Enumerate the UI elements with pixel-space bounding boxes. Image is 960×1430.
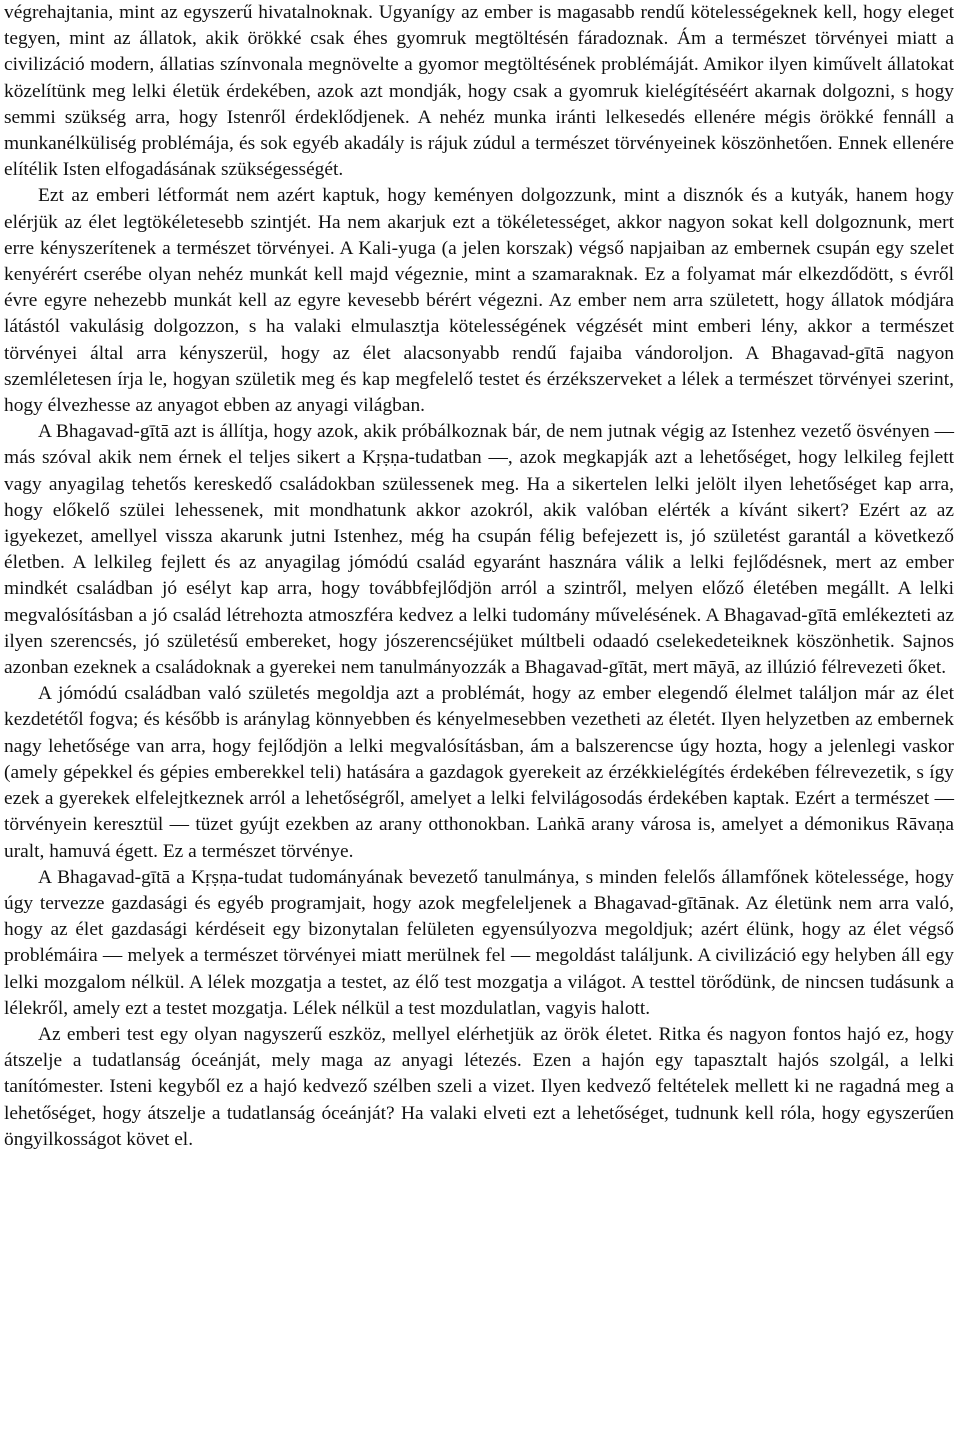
paragraph-4: A jómódú családban való születés megoldja azt a problémát, hogy az ember elegendő élelmet találjon már az élet kezdetétől fogva; és később is aránylag könnyebben és kényelmesebben vezetheti az életét. Ilyen helyzetben az embernek nagy lehetősége van arra, hogy fejlődjön a lelki megvalósításban, ám a balszerencse úgy hozta, hogy a jelenlegi vaskor (amely gépekkel és gépies emberekkel teli) hatására a gazdagok gyerekeit az érzékkielégítés érdekében félrevezetik, s így ezek a gyerekek elfelejtkeznek arról a lehetőségről, amelyet a lelki felvilágosodás érdekében kaptak. Ezért a természet — törvényein keresztül — tüzet gyújt ezekben az arany otthonokban. Laṅkā arany városa is, amelyet a démonikus Rāvaṇa uralt, hamuvá égett. Ez a természet törvénye. (4, 683, 954, 862)
paragraph-2: Ezt az emberi létformát nem azért kaptuk, hogy keményen dolgozzunk, mint a disznók és a kutyák, hanem hogy elérjük az élet legtökéletesebb szintjét. Ha nem akarjuk ezt a tökéletességet, akkor nagyon sokat kell dolgoznunk, mert erre kényszerítenek a természet törvényei. A Kali-yuga (a jelen korszak) végső napjaiban az embernek csupán egy szelet kenyérért cserébe olyan nehéz munkát kell majd végeznie, mint a szamaraknak. Ez a folyamat már elkezdődött, s évről évre egyre nehezebb munkát kell az egyre kevesebb bérért végezni. Az ember nem arra született, hogy állatok módjára látástól vakulásig dolgozzon, s ha valaki elmulasztja kötelességének végzését mint emberi lény, akkor a természet törvényei által arra kényszerül, hogy az élet alacsonyabb rendű fajaiba vándoroljon. A Bhagavad-gītā nagyon szemléletesen írja le, hogyan születik meg és kap megfelelő testet és érzékszerveket a lélek a természet törvényei szerint, hogy élvezhesse az anyagot ebben az anyagi világban. (4, 185, 954, 417)
paragraph-1: végrehajtania, mint az egyszerű hivatalnoknak. Ugyanígy az ember is magasabb rendű kötelességeknek kell, hogy eleget tegyen, mint az állatok, akik örökké csak éhes gyomruk megtöltésén fáradoznak. Ám a természet törvényei miatt a civilizáció modern, állatias színvonala megnövelte a gyomor megtöltésének problémáját. Amikor ilyen kiművelt állatokat közelítünk meg lelki életük érdekében, azok azt mondják, hogy csak a gyomruk kielégítéséért akarnak dolgozni, s hogy semmi szükség arra, hogy Istenről érdeklődjenek. A nehéz munka iránti lelkesedés ellenére mégis örökké fennáll a munkanélküliség problémája, és sok egyéb akadály is rájuk zúdul a természet törvényeinek köszönhetően. Ennek ellenére elítélik Isten elfogadásának szükségességét. (4, 2, 954, 181)
paragraph-6: Az emberi test egy olyan nagyszerű eszköz, mellyel elérhetjük az örök életet. Ritka és nagyon fontos hajó ez, hogy átszelje a tudatlanság óceánját, mely maga az anyagi létezés. Ezen a hajón egy tapasztalt hajós szolgál, a lelki tanítómester. Isteni kegyből ez a hajó kedvező szélben szeli a vizet. Ilyen kedvező feltételek mellett ki ne ragadná meg a lehetőséget, hogy átszelje a tudatlanság óceánját? Ha valaki elveti ezt a lehetőséget, tudnunk kell róla, hogy egyszerűen öngyilkosságot követ el. (4, 1023, 954, 1150)
paragraph-5: A Bhagavad-gītā a Kṛṣṇa-tudat tudományának bevezető tanulmánya, s minden felelős államfőnek kötelessége, hogy úgy tervezze gazdasági és egyéb programjait, hogy azok megfeleljenek a Bhagavad-gītānak. Az életünk nem arra való, hogy az élet gazdasági kérdéseit egy bizonytalan felületen egyensúlyozva megoldjuk; azért élünk, hogy az élet végső problémáira — melyek a természet törvényei miatt merülnek fel — megoldást találjunk. A civilizáció egy helyben áll egy lelki mozgalom nélkül. A lélek mozgatja a testet, az élő test mozgatja a világot. A testtel törődünk, de nincsen tudásunk a lélekről, amely ezt a testet mozgatja. Lélek nélkül a test mozdulatlan, vagyis halott. (4, 866, 954, 1019)
paragraph-3: A Bhagavad-gītā azt is állítja, hogy azok, akik próbálkoznak bár, de nem jutnak végig az Istenhez vezető ösvényen — más szóval akik nem érnek el teljes sikert a Kṛṣṇa-tudatban —, azok megkapják azt a lehetőséget, hogy lelkileg fejlett vagy anyagilag tehetős kereskedő családokban szülessenek meg. Ha a sikertelen lelki jelölt ilyen lehetőséget kap arra, hogy előkelő szülei lehessenek, mit mondhatunk akkor azokról, akik valóban elérték a kívánt sikert? Ezért az az igyekezet, amellyel vissza akarunk jutni Istenhez, még ha csupán félig befejezett is, jó születést garantál a következő életben. A lelkileg fejlett és az anyagilag jómódú család egyaránt hasznára válik a lelki fejlődésnek, mert az ember mindkét családban jó esélyt kap arra, hogy továbbfejlődjön arról a szintről, melyen előző életében megállt. A lelki megvalósításban a jó család létrehozta atmoszféra kedvez a lelki tudomány művelésének. A Bhagavad-gītā emlékezteti az ilyen szerencsés, jó születésű embereket, hogy jószerencséjüket múltbeli odaadó cselekedeteiknek köszönhetik. Sajnos azonban ezeknek a családoknak a gyerekei nem tanulmányozzák a Bhagavad-gītāt, mert māyā, az illúzió félrevezeti őket. (4, 421, 954, 679)
